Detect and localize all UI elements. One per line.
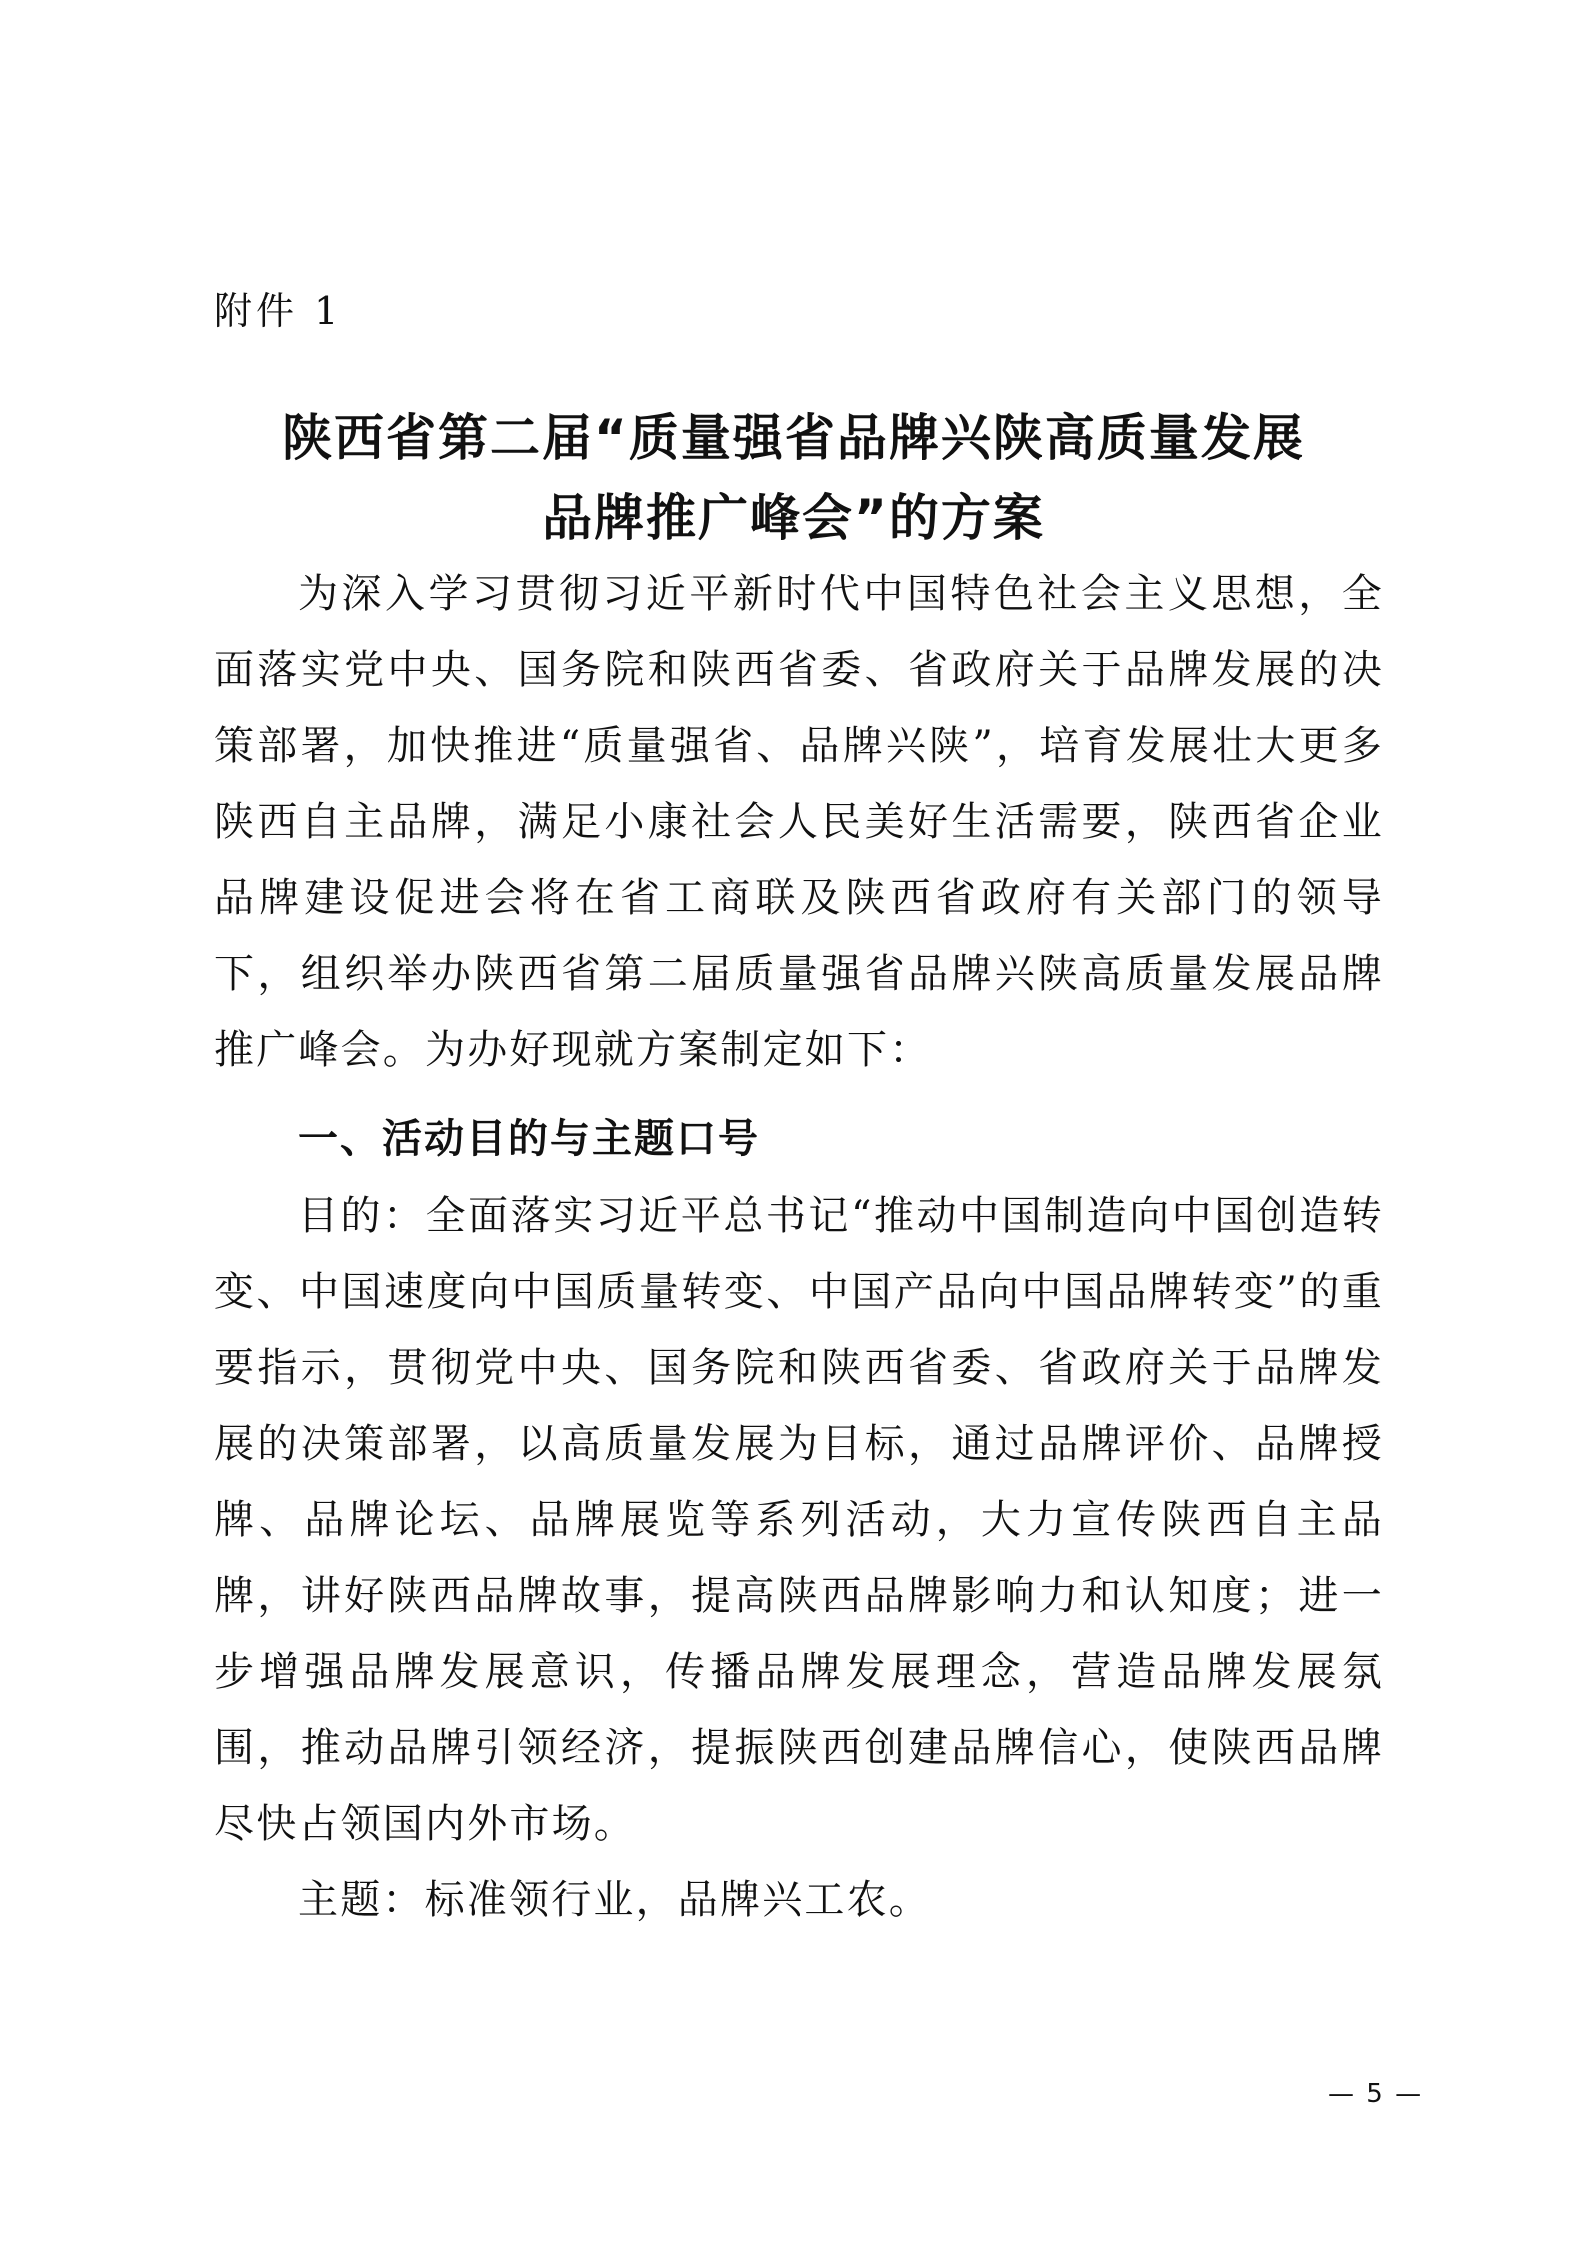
attachment-label: 附件 1 <box>214 289 343 333</box>
page-number: — 5 — <box>1328 2079 1424 2109</box>
document-title-line-2: 品牌推广峰会”的方案 <box>542 489 1045 547</box>
purpose-paragraph: 目的：全面落实习近平总书记“推动中国制造向中国创造转变、中国速度向中国质量转变、中国产品向中国品牌转变”的重要指示，贯彻党中央、国务院和陕西省委、省政府关于品牌发展的决策部署，以高质量发展为目标，通过品牌评价、品牌授牌、品牌论坛、品牌展览等系列活动，大力宣传陕西自主品牌，讲好陕西品牌故事，提高陕西品牌影响力和认知度；进一步增强品牌发展意识，传播品牌发展理念，营造品牌发展氛围，推动品牌引领经济，提振陕西创建品牌信心，使陕西品牌尽快占领国内外市场。 <box>214 1193 1384 1847</box>
document-title-line-1: 陕西省第二届“质量强省品牌兴陕高质量发展 <box>282 409 1305 467</box>
theme-paragraph: 主题：标准领行业，品牌兴工农。 <box>298 1877 931 1923</box>
intro-paragraph: 为深入学习贯彻习近平新时代中国特色社会主义思想，全面落实党中央、国务院和陕西省委、省政府关于品牌发展的决策部署，加快推进“质量强省、品牌兴陕”，培育发展壮大更多陕西自主品牌，满足小康社会人民美好生活需要，陕西省企业品牌建设促进会将在省工商联及陕西省政府有关部门的领导下，组织举办陕西省第二届质量强省品牌兴陕高质量发展品牌推广峰会。为办好现就方案制定如下： <box>214 571 1384 1073</box>
section-heading-purpose-and-theme: 一、活动目的与主题口号 <box>298 1116 760 1162</box>
